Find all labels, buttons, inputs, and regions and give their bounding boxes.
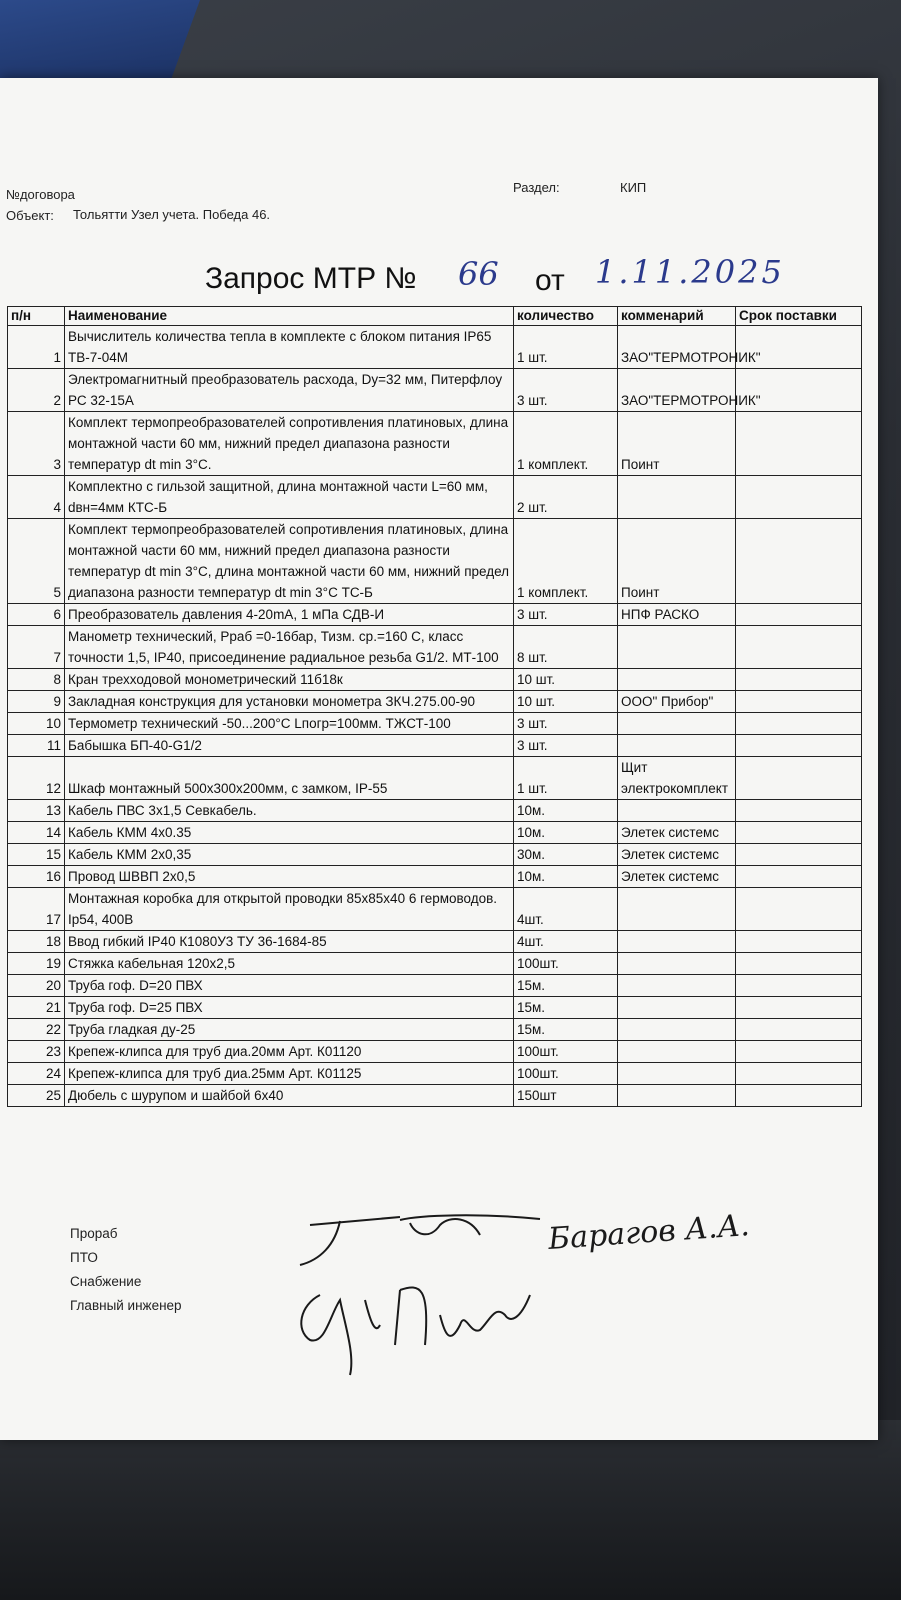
item-delivery-term: [736, 476, 862, 519]
item-name: Электромагнитный преобразователь расхода, Dy=32 мм, Питерфлоу РС 32-15А: [65, 369, 514, 412]
table-row: [8, 931, 862, 953]
item-quantity: 1 комплект.: [514, 519, 618, 604]
table-row: [8, 800, 862, 822]
table-row: [8, 822, 862, 844]
item-quantity: 2 шт.: [514, 476, 618, 519]
document-title: Запрос МТР №: [205, 262, 417, 295]
item-comment: [618, 975, 736, 997]
item-quantity: 10 шт.: [514, 691, 618, 713]
item-comment: [618, 713, 736, 735]
item-comment: [618, 953, 736, 975]
item-comment: [618, 888, 736, 931]
item-delivery-term: [736, 1041, 862, 1063]
item-quantity: 15м.: [514, 997, 618, 1019]
table-body: [8, 326, 862, 1107]
item-delivery-term: [736, 822, 862, 844]
item-quantity: 10м.: [514, 800, 618, 822]
item-delivery-term: [736, 975, 862, 997]
item-delivery-term: [736, 519, 862, 604]
row-number: 8: [8, 669, 65, 691]
row-number: 11: [8, 735, 65, 757]
item-delivery-term: [736, 691, 862, 713]
item-name: Шкаф монтажный 500х300х200мм, с замком, IP-55: [65, 757, 514, 800]
item-comment: [618, 476, 736, 519]
item-delivery-term: [736, 931, 862, 953]
item-delivery-term: [736, 757, 862, 800]
table-row: [8, 1085, 862, 1107]
table-row: [8, 519, 862, 604]
item-comment: [618, 1041, 736, 1063]
item-comment: Элетек системс: [618, 822, 736, 844]
table-row: [8, 888, 862, 931]
item-quantity: 10м.: [514, 866, 618, 888]
item-delivery-term: [736, 866, 862, 888]
signature-scribbles: [280, 1205, 580, 1385]
item-delivery-term: [736, 1085, 862, 1107]
table-row: [8, 1019, 862, 1041]
item-quantity: 3 шт.: [514, 735, 618, 757]
item-name: Комплект термопреобразователей сопротивления платиновых, длина монтажной части 60 мм, нижний предел диапазона разности температур dt min 3°C, длина монтажной части 60 мм, нижний предел диапазона разности температур dt min 3°C ТС-Б: [65, 519, 514, 604]
item-quantity: 30м.: [514, 844, 618, 866]
item-delivery-term: [736, 844, 862, 866]
item-comment: ООО" Прибор": [618, 691, 736, 713]
row-number: 22: [8, 1019, 65, 1041]
item-name: Труба гладкая ду-25: [65, 1019, 514, 1041]
item-delivery-term: [736, 604, 862, 626]
item-comment: [618, 997, 736, 1019]
role-chief-engineer: Главный инженер: [70, 1298, 182, 1313]
date-from-label: от: [535, 264, 565, 297]
table-row: [8, 844, 862, 866]
item-comment: Поинт: [618, 519, 736, 604]
column-header: количество: [514, 307, 618, 326]
column-header: Наименование: [65, 307, 514, 326]
row-number: 7: [8, 626, 65, 669]
item-comment: Элетек системс: [618, 844, 736, 866]
item-quantity: 10 шт.: [514, 669, 618, 691]
item-name: Кран трехходовой монометрический 11б18к: [65, 669, 514, 691]
table-row: [8, 626, 862, 669]
item-name: Преобразователь давления 4-20mA, 1 мПа СДВ-И: [65, 604, 514, 626]
signature-block: [70, 1222, 182, 1318]
table-row: [8, 953, 862, 975]
item-name: Крепеж-клипса для труб диа.25мм Арт. К01125: [65, 1063, 514, 1085]
item-delivery-term: [736, 800, 862, 822]
table-header-row: [8, 307, 862, 326]
column-header: Срок поставки: [736, 307, 862, 326]
item-quantity: 15м.: [514, 1019, 618, 1041]
row-number: 9: [8, 691, 65, 713]
table-row: [8, 669, 862, 691]
section-label: Раздел:: [513, 180, 560, 195]
request-number: 66: [458, 255, 499, 293]
item-delivery-term: [736, 888, 862, 931]
item-quantity: 150шт: [514, 1085, 618, 1107]
item-name: Вычислитель количества тепла в комплекте с блоком питания IP65 ТВ-7-04М: [65, 326, 514, 369]
item-quantity: 10м.: [514, 822, 618, 844]
column-header: п/н: [8, 307, 65, 326]
item-comment: НПФ РАСКО: [618, 604, 736, 626]
row-number: 20: [8, 975, 65, 997]
column-header: комменарий: [618, 307, 736, 326]
row-number: 19: [8, 953, 65, 975]
item-comment: [618, 1019, 736, 1041]
item-comment: [618, 735, 736, 757]
handwritten-name: Барагов А.А.: [547, 1208, 751, 1257]
item-name: Закладная конструкция для установки монометра ЗКЧ.275.00-90: [65, 691, 514, 713]
item-name: Кабель ПВС 3х1,5 Севкабель.: [65, 800, 514, 822]
contract-label: №договора: [6, 187, 75, 202]
section-value: КИП: [620, 180, 647, 195]
row-number: 2: [8, 369, 65, 412]
item-quantity: 4шт.: [514, 888, 618, 931]
request-date: 1.11.2025: [595, 253, 785, 291]
item-comment: [618, 800, 736, 822]
item-quantity: 1 шт.: [514, 757, 618, 800]
item-name: Труба гоф. D=20 ПВХ: [65, 975, 514, 997]
item-name: Труба гоф. D=25 ПВХ: [65, 997, 514, 1019]
item-delivery-term: [736, 669, 862, 691]
row-number: 3: [8, 412, 65, 476]
table-row: [8, 412, 862, 476]
row-number: 12: [8, 757, 65, 800]
row-number: 16: [8, 866, 65, 888]
item-delivery-term: [736, 713, 862, 735]
item-name: Комплектно с гильзой защитной, длина монтажной части L=60 мм, dвн=4мм КТС-Б: [65, 476, 514, 519]
item-quantity: 1 комплект.: [514, 412, 618, 476]
item-comment: [618, 1085, 736, 1107]
item-name: Кабель КММ 4х0.35: [65, 822, 514, 844]
item-quantity: 100шт.: [514, 1041, 618, 1063]
table-row: [8, 369, 862, 412]
role-foreman: Прораб: [70, 1226, 118, 1241]
table-row: [8, 326, 862, 369]
item-comment: Элетек системс: [618, 866, 736, 888]
table-row: [8, 713, 862, 735]
table-row: [8, 866, 862, 888]
table-row: [8, 997, 862, 1019]
desk-background: [0, 0, 200, 80]
row-number: 10: [8, 713, 65, 735]
row-number: 1: [8, 326, 65, 369]
table-row: [8, 757, 862, 800]
item-delivery-term: [736, 735, 862, 757]
item-delivery-term: [736, 1063, 862, 1085]
item-quantity: 3 шт.: [514, 369, 618, 412]
item-name: Бабышка БП-40-G1/2: [65, 735, 514, 757]
item-name: Манометр технический, Рраб =0-16бар, Тизм. ср.=160 С, класс точности 1,5, IP40, присоединение радиальное резьба G1/2. МТ-100: [65, 626, 514, 669]
table-row: [8, 476, 862, 519]
role-pto: ПТО: [70, 1250, 98, 1265]
item-comment: [618, 669, 736, 691]
item-name: Стяжка кабельная 120х2,5: [65, 953, 514, 975]
desk-surface: [0, 1420, 901, 1600]
item-comment: Поинт: [618, 412, 736, 476]
row-number: 25: [8, 1085, 65, 1107]
item-delivery-term: [736, 997, 862, 1019]
item-quantity: 100шт.: [514, 1063, 618, 1085]
item-name: Кабель КММ 2х0,35: [65, 844, 514, 866]
item-quantity: 3 шт.: [514, 604, 618, 626]
item-name: Монтажная коробка для открытой проводки 85х85х40 6 гермоводов. Ip54, 400В: [65, 888, 514, 931]
item-quantity: 100шт.: [514, 953, 618, 975]
item-comment: Щит электрокомплект: [618, 757, 736, 800]
item-comment: [618, 1063, 736, 1085]
row-number: 23: [8, 1041, 65, 1063]
item-quantity: 4шт.: [514, 931, 618, 953]
item-delivery-term: [736, 626, 862, 669]
table-row: [8, 735, 862, 757]
object-value: Тольятти Узел учета. Победа 46.: [73, 207, 271, 222]
item-comment: [618, 931, 736, 953]
row-number: 14: [8, 822, 65, 844]
table-row: [8, 1041, 862, 1063]
role-supply: Снабжение: [70, 1274, 142, 1289]
item-name: Провод ШВВП 2х0,5: [65, 866, 514, 888]
row-number: 13: [8, 800, 65, 822]
item-delivery-term: [736, 953, 862, 975]
row-number: 24: [8, 1063, 65, 1085]
table-row: [8, 604, 862, 626]
item-delivery-term: [736, 1019, 862, 1041]
row-number: 17: [8, 888, 65, 931]
item-name: Крепеж-клипса для труб диа.20мм Арт. К01120: [65, 1041, 514, 1063]
item-comment: ЗАО"ТЕРМОТРОНИК": [618, 369, 736, 412]
row-number: 21: [8, 997, 65, 1019]
table-row: [8, 691, 862, 713]
row-number: 5: [8, 519, 65, 604]
item-delivery-term: [736, 412, 862, 476]
object-label: Объект:: [6, 208, 54, 223]
table-row: [8, 1063, 862, 1085]
item-quantity: 15м.: [514, 975, 618, 997]
row-number: 4: [8, 476, 65, 519]
item-quantity: 1 шт.: [514, 326, 618, 369]
item-name: Комплект термопреобразователей сопротивления платиновых, длина монтажной части 60 мм, нижний предел диапазона разности температур dt min 3°C.: [65, 412, 514, 476]
item-name: Термометр технический -50...200°C Lпогр=100мм. ТЖСТ-100: [65, 713, 514, 735]
row-number: 15: [8, 844, 65, 866]
item-comment: [618, 626, 736, 669]
row-number: 18: [8, 931, 65, 953]
item-comment: ЗАО"ТЕРМОТРОНИК": [618, 326, 736, 369]
table-row: [8, 975, 862, 997]
item-name: Дюбель с шурупом и шайбой 6х40: [65, 1085, 514, 1107]
item-quantity: 3 шт.: [514, 713, 618, 735]
item-name: Ввод гибкий IP40 К1080У3 ТУ 36-1684-85: [65, 931, 514, 953]
row-number: 6: [8, 604, 65, 626]
materials-table: [7, 306, 862, 1107]
item-quantity: 8 шт.: [514, 626, 618, 669]
